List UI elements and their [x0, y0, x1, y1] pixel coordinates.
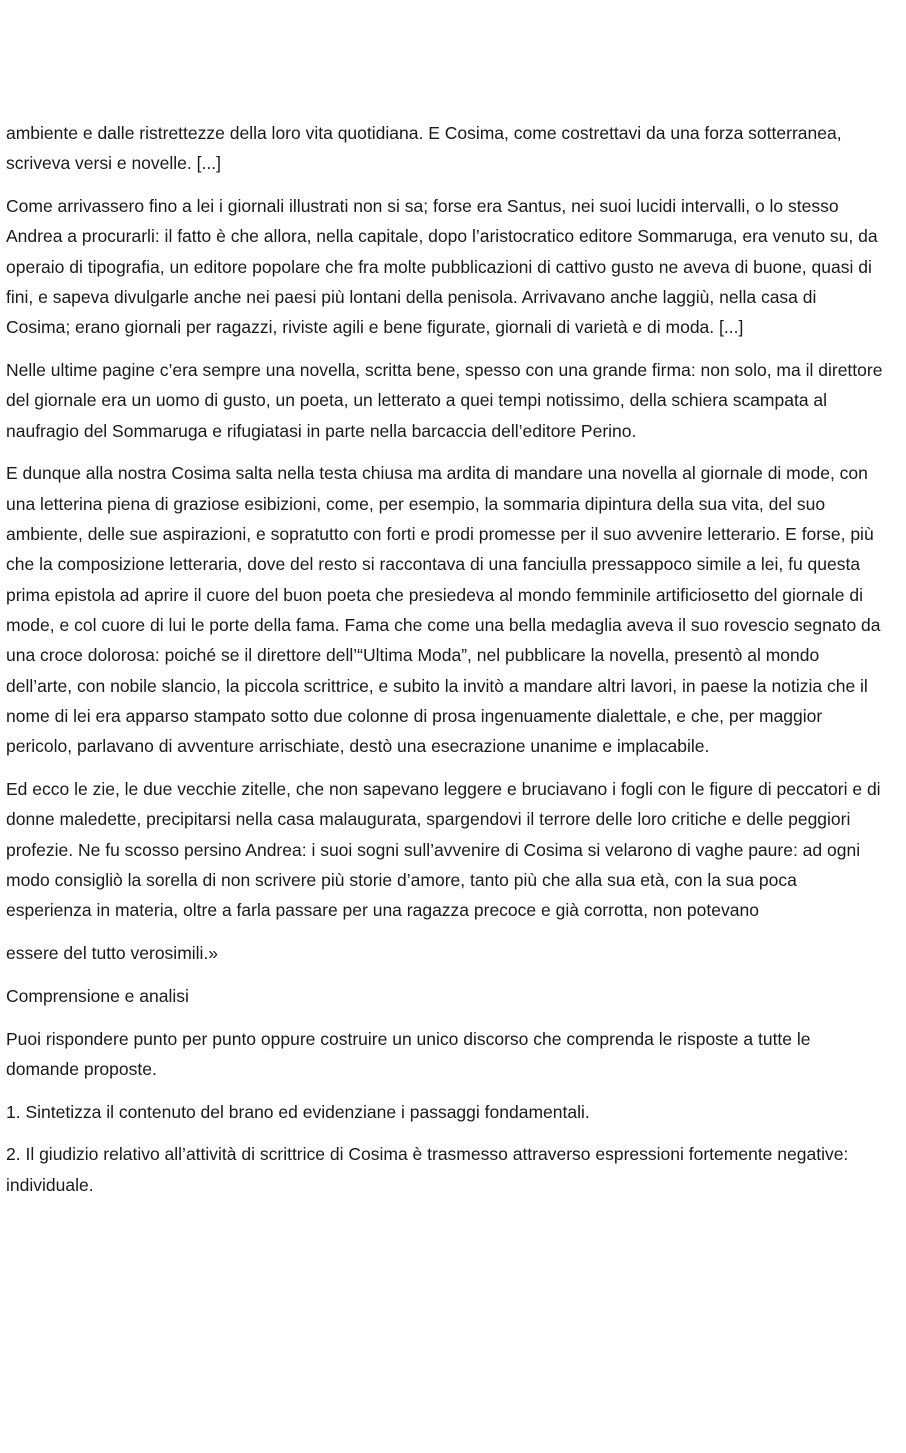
paragraph-instructions: Puoi rispondere punto per punto oppure costruire un unico discorso che comprenda le risposte a tutte le domande proposte. — [6, 1028, 811, 1079]
paragraph-quote-end: essere del tutto verosimili.» — [6, 942, 219, 963]
section-heading-comprensione: Comprensione e analisi — [6, 985, 189, 1006]
paragraph-aunts-reaction: Ed ecco le zie, le due vecchie zitelle, che non sapevano leggere e bruciavano i fogli con le figure di peccatori e di donne maledette, precipitarsi nella casa malaugurata, spargendovi il terrore delle loro critiche e delle peggiori profezie. Ne fu scosso persino Andrea: i suoi sogni sull’avvenire di Cosima si velarono di vaghe paure: ad ogni modo consigliò la sorella di non scrivere più storie d’amore, tanto più che alla sua età, con la sua poca esperienza in materia, oltre a farla passare per una ragazza precoce e già corrotta, non potevano — [6, 778, 881, 921]
paragraph-last-pages-novella: Nelle ultime pagine c’era sempre una novella, scritta bene, spesso con una grande firma: non solo, ma il direttore del giornale era un uomo di gusto, un poeta, un letterato a quei tempi notissimo, della schiera scampata al naufragio del Sommaruga e rifugiatasi in parte nella barcaccia dell’editore Perino. — [6, 360, 883, 441]
paragraph-cosima-sends-novella: E dunque alla nostra Cosima salta nella testa chiusa ma ardita di mandare una novella al giornale di mode, con una letterina piena di graziose esibizioni, come, per esempio, la sommaria dipintura della sua vita, del suo ambiente, delle sue aspirazioni, e sopratutto con forti e prodi promesse per il suo avvenire letterario. E forse, più che la composizione letteraria, dove del resto si raccontava di una fanciulla pressappoco simile a lei, fu questa prima epistola ad aprire il cuore del buon poeta che presiedeva al mondo femminile artificiosetto del giornale di mode, e col cuore di lui le porte della fama. Fama che come una bella medaglia aveva il suo rovescio segnato da una croce dolorosa: poiché se il direttore dell’“Ultima Moda”, nel pubblicare la novella, presentò al mondo dell’arte, con nobile slancio, la piccola scrittrice, e subito la invitò a mandare altri lavori, in paese la notizia che il nome di lei era apparso stampato sotto due colonne di prosa ingenuamente dialettale, e che, per maggior pericolo, parlavano di avventure arrischiate, destò una esecrazione unanime e implacabile. — [6, 463, 881, 757]
paragraph-illustrated-newspapers: Come arrivassero fino a lei i giornali illustrati non si sa; forse era Santus, nei suoi lucidi intervalli, o lo stesso Andrea a procurarli: il fatto è che allora, nella capitale, dopo l’aristocratico editore Sommaruga, era venuto su, da operaio di tipografia, un editore popolare che fra molte pubblicazioni di cattivo gusto ne aveva di buone, quasi di fini, e sapeva divulgarle anche nei paesi più lontani della penisola. Arrivavano anche laggiù, nella casa di Cosima; erano giornali per ragazzi, riviste agili e bene figurate, giornali di varietà e di moda. [...] — [6, 196, 878, 338]
question-2: 2. Il giudizio relativo all’attività di scrittrice di Cosima è trasmesso attraverso espressioni fortemente negative: individuale. — [6, 1144, 849, 1195]
document-page — [6, 118, 884, 1213]
question-1: 1. Sintetizza il contenuto del brano ed evidenziane i passaggi fondamentali. — [6, 1101, 590, 1122]
paragraph-intro-end: ambiente e dalle ristrettezze della loro vita quotidiana. E Cosima, come costrettavi da una forza sotterranea, scriveva versi e novelle. [...] — [6, 123, 842, 174]
